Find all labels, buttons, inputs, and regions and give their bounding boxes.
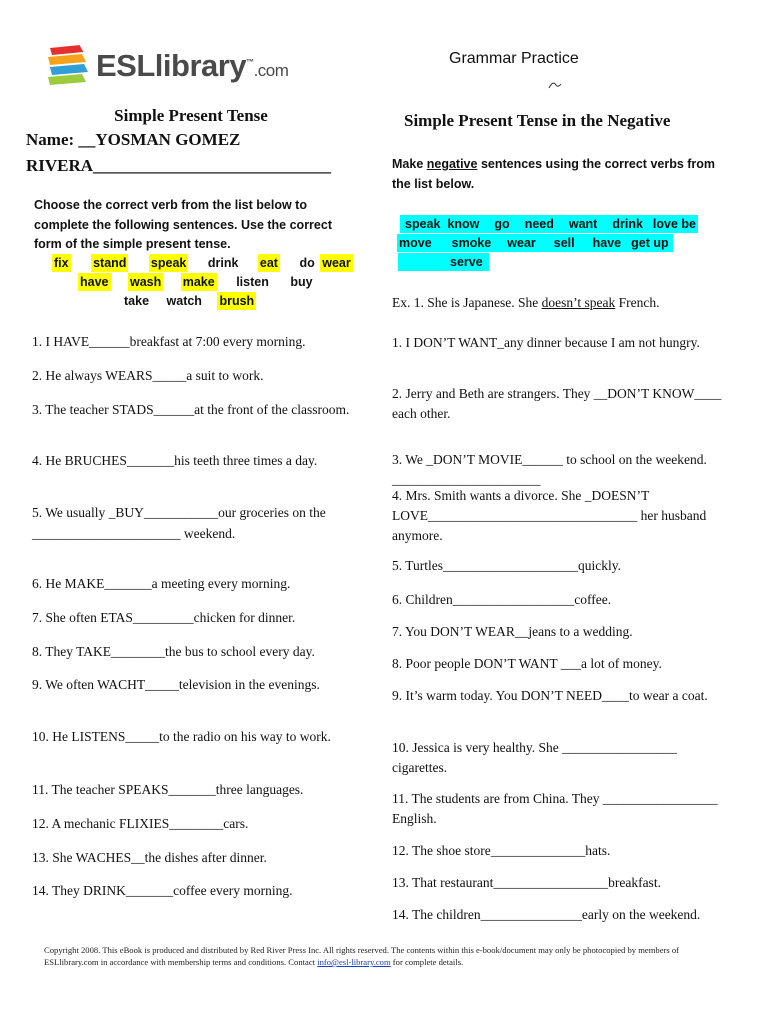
word-bank-word: speak: [150, 256, 187, 270]
exercise-item: 13. That restaurant_________________breakfast.: [392, 875, 661, 890]
exercise-item: 10. He LISTENS_____to the radio on his way to work.: [32, 729, 331, 744]
contact-email-link[interactable]: info@esl-library.com: [317, 957, 391, 967]
left-instructions: Choose the correct verb from the list below to complete the following sentences. Use the correct form of the simple present tense.: [34, 198, 332, 251]
word-bank-word: have: [591, 234, 630, 252]
word-bank-word: want: [567, 215, 610, 233]
exercise-item: 4. He BRUCHES_______his teeth three times a day.: [32, 453, 318, 468]
pen-scribble-mark: [548, 80, 562, 90]
student-name-line1: Name: __YOSMAN GOMEZ: [26, 130, 241, 149]
copyright-text: Copyright 2008. This eBook is produced and distributed by Red River Press Inc. All rights reserved. The contents within this e-book/document may only be photocopied by members of ESLlibrary.com in accordance with membership terms and conditions. Contact: [44, 945, 680, 967]
word-bank-word: drink: [207, 256, 239, 270]
word-bank-word: serve: [398, 253, 489, 271]
word-bank-word: love be: [652, 217, 696, 231]
left-exercise: [26, 106, 356, 898]
word-bank-row: [400, 215, 698, 233]
exercise-item: 2. Jerry and Beth are strangers. They __DON’T KNOW____ each other.: [392, 386, 722, 421]
word-bank-word: stand: [93, 256, 127, 270]
right-instructions: [392, 155, 722, 194]
word-bank-row: [397, 234, 673, 252]
logo-esl: ESL: [96, 48, 155, 83]
grammar-practice-heading: Grammar Practice: [449, 50, 579, 67]
exercise-item: 9. It’s warm today. You DON’T NEED____to wear a coat.: [392, 688, 708, 703]
exercise-item: 9. We often WACHT_____television in the evenings.: [32, 677, 320, 692]
word-bank-word: get up: [629, 234, 673, 252]
word-bank-word: wear: [322, 256, 351, 270]
exercise-item: 5. Turtles____________________quickly.: [392, 558, 622, 573]
word-bank-row: [122, 292, 256, 310]
word-bank-word: buy: [290, 275, 313, 289]
exercise-item: 12. The shoe store______________hats.: [392, 843, 611, 858]
trademark: ™: [246, 57, 254, 67]
logo-library: library: [154, 48, 247, 83]
copyright-notice: [44, 944, 684, 968]
word-bank-row: [52, 254, 353, 272]
word-bank-word: know: [445, 215, 492, 233]
exercise-item: 5. We usually _BUY___________our groceries on the ______________________ weekend.: [32, 505, 326, 541]
word-bank-word: have: [80, 275, 109, 289]
word-bank-row: [398, 253, 489, 271]
exercise-item: 1. I DON’T WANT_any dinner because I am not hungry.: [392, 335, 700, 350]
exercise-item: 3. We _DON’T MOVIE______ to school on the weekend. ______________________: [392, 452, 707, 487]
word-bank-word: listen: [236, 275, 269, 289]
word-bank-word: drink: [610, 215, 651, 233]
exercise-item: 6. He MAKE_______a meeting every morning.: [32, 576, 291, 591]
exercise-item: 4. Mrs. Smith wants a divorce. She _DOESN’T LOVE_______________________________ her husband anymore.: [392, 488, 707, 543]
copyright-text: for complete details.: [390, 957, 464, 967]
word-bank-row: [78, 273, 315, 291]
word-bank-word: wear: [505, 234, 552, 252]
word-bank-word: watch: [166, 294, 202, 308]
student-name-line2: RIVERA____________________________: [26, 156, 332, 175]
exercise-item: 7. She often ETAS_________chicken for dinner.: [32, 610, 296, 625]
instr-text: Make: [392, 157, 427, 171]
exercise-item: 8. Poor people DON’T WANT ___a lot of money.: [392, 656, 662, 671]
exercise-item: 14. The children_______________early on the weekend.: [392, 907, 701, 922]
word-bank-word: take: [124, 294, 150, 308]
exercise-item: 11. The students are from China. They _________________ English.: [392, 791, 718, 826]
exercise-item: 11. The teacher SPEAKS_______three languages.: [32, 782, 304, 797]
exercise-item: 10. Jessica is very healthy. She _________________ cigarettes.: [392, 740, 677, 775]
word-bank-word: speak: [400, 215, 449, 233]
logo-text: [96, 48, 288, 84]
esl-library-logo: [44, 44, 289, 94]
exercise-item: 8. They TAKE________the bus to school every day.: [32, 644, 315, 659]
word-bank-word: eat: [259, 256, 278, 270]
exercise-item: 6. Children__________________coffee.: [392, 592, 612, 607]
instr-text: sentences using the correct verbs from the list below.: [392, 157, 716, 191]
word-bank-word: need: [523, 215, 567, 233]
example-text: French.: [615, 295, 660, 310]
word-bank-word: move: [397, 234, 450, 252]
right-title: Simple Present Tense in the Negative: [404, 111, 671, 130]
logo-com: .com: [253, 61, 289, 80]
word-bank-word: brush: [219, 294, 255, 308]
word-bank-word: sell: [552, 234, 591, 252]
exercise-item: 3. The teacher STADS______at the front of the classroom.: [32, 402, 350, 417]
right-exercise: [392, 111, 722, 922]
word-bank-word: smoke: [450, 234, 506, 252]
word-bank-word: make: [182, 275, 215, 289]
example-answer: doesn’t speak: [541, 295, 616, 310]
word-bank-word: fix: [54, 256, 69, 270]
exercise-item: 7. You DON’T WEAR__jeans to a wedding.: [392, 624, 633, 639]
word-bank-word: do: [299, 256, 315, 270]
exercise-item: 14. They DRINK_______coffee every morning.: [32, 883, 293, 898]
left-title: Simple Present Tense: [114, 106, 268, 125]
example-sentence: [392, 293, 722, 313]
books-stack-icon: [44, 44, 92, 90]
exercise-item: 1. I HAVE______breakfast at 7:00 every morning.: [32, 334, 306, 349]
exercise-item: 12. A mechanic FLIXIES________cars.: [32, 816, 249, 831]
example-text: Ex. 1. She is Japanese. She: [392, 295, 542, 310]
word-bank-word: go: [492, 215, 522, 233]
word-bank-word: wash: [129, 275, 162, 289]
instr-underlined: negative: [426, 157, 478, 171]
exercise-item: 2. He always WEARS_____a suit to work.: [32, 368, 264, 383]
exercise-item: 13. She WACHES__the dishes after dinner.: [32, 850, 267, 865]
